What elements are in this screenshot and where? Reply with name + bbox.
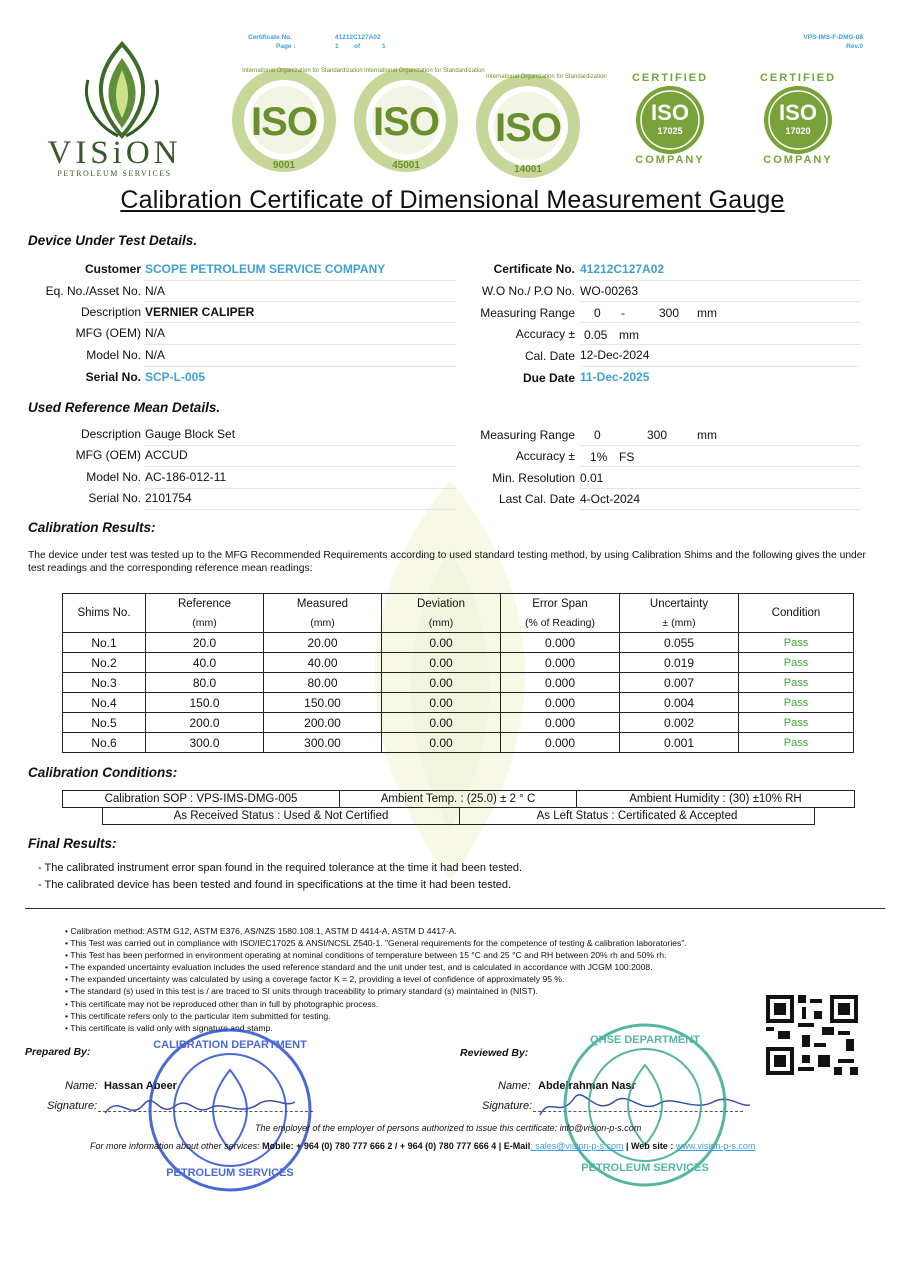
- cell-reference: 80.0: [146, 673, 264, 693]
- conditions-row-2: [102, 807, 815, 825]
- customer-value: SCOPE PETROLEUM SERVICE COMPANY: [145, 262, 386, 276]
- table-row: [63, 653, 854, 673]
- dut-heading: Device Under Test Details.: [28, 233, 198, 248]
- certified-17020-badge: [748, 70, 848, 170]
- revision: Rev.0: [846, 43, 863, 50]
- description-label: Description: [80, 305, 141, 319]
- table-unit-row: [63, 613, 854, 633]
- cell-deviation: 0.00: [382, 713, 501, 733]
- table-row: [63, 693, 854, 713]
- note-item: • This Test has been performed in environment operating at nominal conditions of temperature between 15 °C and 25 °C and RH between 20% rh and 50% rh.: [65, 950, 667, 961]
- footer-line-1: The employer of the employer of persons authorized to issue this certificate: info@vision-p-s.com: [255, 1123, 642, 1133]
- cell-error: 0.000: [501, 733, 620, 753]
- cell-shim: No.2: [63, 653, 146, 673]
- cell-deviation: 0.00: [382, 633, 501, 653]
- form-code: VPS-IMS-F-DMG-08: [803, 34, 863, 41]
- iso-45001-badge: [350, 68, 485, 174]
- reviewed-by-label: Reviewed By:: [460, 1047, 529, 1059]
- ref-resolution-label: Min. Resolution: [492, 471, 575, 485]
- iso-text: ISO: [373, 100, 439, 144]
- ref-range-unit: mm: [697, 428, 717, 442]
- certificate-value: 41212C127A02: [580, 262, 665, 276]
- model-value: N/A: [145, 348, 166, 362]
- certified-17025-badge: [620, 70, 720, 170]
- ambient-humidity: Ambient Humidity : (30) ±10% RH: [629, 793, 802, 805]
- ref-accuracy-unit: FS: [619, 450, 635, 464]
- col-deviation: Deviation: [382, 594, 501, 614]
- cert-no-label: Certificate No.: [248, 34, 293, 41]
- footer-prefix: For more information about other services:: [90, 1141, 263, 1151]
- due-date-value: 11-Dec-2025: [580, 370, 650, 384]
- certified-top-text: CERTIFIED: [759, 72, 837, 84]
- web-label: | Web site :: [623, 1141, 676, 1151]
- cell-error: 0.000: [501, 633, 620, 653]
- stamp-top-text: QHSE DEPARTMENT: [590, 1034, 700, 1046]
- calibration-sop: Calibration SOP : VPS-IMS-DMG-005: [63, 791, 340, 807]
- page-of: of: [354, 43, 361, 50]
- prepared-name-label: Name:: [65, 1080, 98, 1092]
- cell-condition: Pass: [739, 713, 854, 733]
- conditions-row-1: [62, 790, 855, 808]
- reviewed-name: Abdelrahman Nasr: [538, 1080, 636, 1092]
- note-item: • This certificate may not be reproduced other than in full by photographic process.: [65, 998, 379, 1009]
- stamp-bottom-text: PETROLEUM SERVICES: [166, 1167, 294, 1179]
- stamp-top-text: CALIBRATION DEPARTMENT: [153, 1039, 307, 1051]
- cell-condition: Pass: [739, 733, 854, 753]
- notes-list: [65, 925, 805, 1034]
- iso-45001-label: 45001: [392, 160, 420, 171]
- certified-bottom-text: COMPANY: [763, 154, 833, 166]
- cell-deviation: 0.00: [382, 653, 501, 673]
- cell-measured: 80.00: [264, 673, 382, 693]
- cell-uncertainty: 0.002: [620, 713, 739, 733]
- qr-code-icon: [766, 994, 858, 1076]
- note-item: • This certificate is valid only with signature and stamp.: [65, 1022, 273, 1033]
- note-item: • The expanded uncertainty evaluation includes the used reference standard and the unit under test, and is calculated in accordance with JCGM 100:2008.: [65, 962, 653, 973]
- logo-name: VISiON: [47, 135, 182, 171]
- cal-date-value: 12-Dec-2024: [580, 348, 650, 362]
- final-line-2: - The calibrated device has been tested and found in specifications at the time it had been tested.: [38, 879, 512, 891]
- due-date-label: Due Date: [522, 371, 575, 385]
- ref-accuracy-value: 1%: [590, 450, 608, 464]
- col-measured: Measured: [264, 594, 382, 614]
- iso-ring-text: International Organization for Standardization: [242, 68, 363, 74]
- cell-shim: No.6: [63, 733, 146, 753]
- final-line-1: - The calibrated instrument error span found in the required tolerance at the time it had been tested.: [38, 862, 523, 874]
- cell-uncertainty: 0.055: [620, 633, 739, 653]
- cell-measured: 150.00: [264, 693, 382, 713]
- ref-mfg-label: MFG (OEM): [75, 448, 141, 462]
- ref-serial-label: Serial No.: [88, 491, 141, 505]
- table-row: [63, 733, 854, 753]
- note-item: • The standard (s) used in this test is / are traced to SI units through traceability to primary standard (s) maintained in (NIST).: [65, 986, 538, 997]
- certified-bottom-text: COMPANY: [635, 154, 705, 166]
- range-from: 0: [594, 306, 601, 320]
- cell-uncertainty: 0.004: [620, 693, 739, 713]
- mfg-value: N/A: [145, 326, 166, 340]
- table-row: [63, 713, 854, 733]
- ref-resolution-value: 0.01: [580, 471, 604, 485]
- cell-shim: No.1: [63, 633, 146, 653]
- divider: [25, 908, 885, 909]
- note-item: • The expanded uncertainty was calculated by using a coverage factor K = 2, providing a level of confidence of approximately 95 %.: [65, 974, 565, 985]
- accuracy-unit: mm: [619, 328, 639, 342]
- ref-last-cal-value: 4-Oct-2024: [580, 492, 641, 506]
- reviewed-signature-label: Signature:: [482, 1100, 533, 1112]
- cell-reference: 300.0: [146, 733, 264, 753]
- ref-accuracy-label: Accuracy ±: [515, 449, 575, 463]
- ref-description-value: Gauge Block Set: [145, 427, 236, 441]
- cell-condition: Pass: [739, 653, 854, 673]
- iso-ring-text: International Organization for Standardization: [486, 74, 607, 80]
- customer-label: Customer: [84, 262, 141, 276]
- ref-last-cal-label: Last Cal. Date: [498, 492, 575, 506]
- results-heading: Calibration Results:: [28, 520, 156, 535]
- cell-measured: 40.00: [264, 653, 382, 673]
- as-received-status: As Received Status : Used & Not Certified: [103, 808, 460, 824]
- cell-shim: No.5: [63, 713, 146, 733]
- ref-serial-value: 2101754: [145, 491, 192, 505]
- range-sep: -: [621, 306, 625, 320]
- wo-label: W.O No./ P.O No.: [481, 284, 575, 298]
- reviewed-name-label: Name:: [498, 1080, 531, 1092]
- cell-reference: 150.0: [146, 693, 264, 713]
- certified-top-text: CERTIFIED: [631, 72, 709, 84]
- cell-reference: 200.0: [146, 713, 264, 733]
- ref-model-value: AC-186-012-11: [145, 470, 227, 484]
- stamp-bottom-text: PETROLEUM SERVICES: [581, 1162, 709, 1174]
- accuracy-value: 0.05: [584, 328, 608, 342]
- calibration-stamp: [145, 1025, 315, 1195]
- mobile-value: : + 964 (0) 780 777 666 2 / + 964 (0) 780 777 666 4 |: [290, 1141, 504, 1151]
- cell-deviation: 0.00: [382, 733, 501, 753]
- range-unit: mm: [697, 306, 717, 320]
- prepared-by-label: Prepared By:: [25, 1046, 91, 1058]
- unit-error: (% of Reading): [501, 613, 620, 633]
- iso-9001-badge: [228, 68, 363, 174]
- cell-condition: Pass: [739, 633, 854, 653]
- prepared-signature-label: Signature:: [47, 1100, 98, 1112]
- unit-measured: (mm): [264, 613, 382, 633]
- asset-label: Eq. No./Asset No.: [45, 284, 141, 298]
- range-label: Measuring Range: [480, 306, 575, 320]
- cell-condition: Pass: [739, 673, 854, 693]
- qhse-stamp: [560, 1020, 730, 1190]
- cell-shim: No.4: [63, 693, 146, 713]
- wo-value: WO-00263: [580, 284, 639, 298]
- note-item: • Calibration method: ASTM G12, ASTM E376, AS/NZS 1580.108.1, ASTM D 4414-A, ASTM D 4417-A.: [65, 926, 457, 936]
- cell-deviation: 0.00: [382, 673, 501, 693]
- cell-error: 0.000: [501, 653, 620, 673]
- cell-condition: Pass: [739, 693, 854, 713]
- accuracy-label: Accuracy ±: [515, 327, 575, 341]
- mobile-label: Mobile: [262, 1141, 291, 1151]
- iso-text: ISO: [651, 100, 689, 125]
- as-left-status: As Left Status : Certificated & Accepted: [536, 810, 738, 822]
- website-link[interactable]: www.vision-p-s.com: [675, 1141, 756, 1151]
- col-uncertainty: Uncertainty: [620, 594, 739, 614]
- ref-description-label: Description: [80, 427, 141, 441]
- ref-range-from: 0: [594, 428, 601, 442]
- email-label: E-Mail: [503, 1141, 531, 1151]
- cell-error: 0.000: [501, 673, 620, 693]
- col-shims: Shims No.: [63, 594, 146, 633]
- model-label: Model No.: [86, 348, 141, 362]
- cell-error: 0.000: [501, 693, 620, 713]
- unit-uncertainty: ± (mm): [620, 613, 739, 633]
- ref-range-to: 300: [647, 428, 668, 442]
- cal-date-label: Cal. Date: [524, 349, 575, 363]
- certificate-label: Certificate No.: [493, 262, 575, 276]
- cell-measured: 300.00: [264, 733, 382, 753]
- note-item: • This Test was carried out in compliance with ISO/IEC17025 & ANSI/NCSL Z540-1. "General requirements for the competence of testing & calibration laboratories".: [65, 938, 687, 949]
- logo-subtitle: PETROLEUM SERVICES: [57, 169, 172, 178]
- iso-text: ISO: [495, 106, 561, 150]
- conditions-heading: Calibration Conditions:: [28, 765, 178, 780]
- cell-shim: No.3: [63, 673, 146, 693]
- cell-error: 0.000: [501, 713, 620, 733]
- cell-uncertainty: 0.007: [620, 673, 739, 693]
- ref-mfg-value: ACCUD: [145, 448, 188, 462]
- company-logo-icon: [80, 40, 164, 140]
- iso-text: ISO: [251, 100, 317, 144]
- cell-measured: 20.00: [264, 633, 382, 653]
- cell-uncertainty: 0.019: [620, 653, 739, 673]
- footer-contact: [90, 1141, 755, 1151]
- cell-measured: 200.00: [264, 713, 382, 733]
- cell-deviation: 0.00: [382, 693, 501, 713]
- iso-ring-text: International Organization for Standardization: [364, 68, 485, 74]
- results-table: [62, 593, 854, 753]
- ref-model-label: Model No.: [86, 470, 141, 484]
- range-to: 300: [659, 306, 680, 320]
- asset-value: N/A: [145, 284, 166, 298]
- prepared-name: Hassan Abeer: [104, 1080, 177, 1092]
- page-title: Calibration Certificate of Dimensional Measurement Gauge: [120, 186, 785, 214]
- table-header-row: [63, 594, 854, 614]
- ref-heading: Used Reference Mean Details.: [28, 400, 221, 415]
- col-condition: Condition: [739, 594, 854, 633]
- email-link[interactable]: : sales@vision-p-s.com: [530, 1141, 624, 1151]
- table-row: [63, 673, 854, 693]
- unit-deviation: (mm): [382, 613, 501, 633]
- table-row: [63, 633, 854, 653]
- cert-no-header: 41212C127A02: [335, 34, 381, 41]
- page-total: 1: [382, 43, 386, 50]
- mfg-label: MFG (OEM): [75, 326, 141, 340]
- cell-reference: 20.0: [146, 633, 264, 653]
- serial-label: Serial No.: [85, 370, 141, 384]
- page-label: Page :: [276, 43, 296, 50]
- iso-14001-badge: [472, 74, 607, 180]
- results-intro: The device under test was tested up to the MFG Recommended Requirements according to used standard testing method, by using Calibration Shims and the following gives the under test readings and the corresponding reference mean readings:: [28, 550, 866, 574]
- serial-value: SCP-L-005: [145, 370, 206, 384]
- note-item: • This certificate refers only to the particular item submitted for testing.: [65, 1010, 331, 1021]
- page-number: 1: [335, 43, 339, 50]
- cell-reference: 40.0: [146, 653, 264, 673]
- certified-17020-label: 17020: [785, 126, 811, 136]
- iso-14001-label: 14001: [514, 164, 542, 175]
- unit-reference: (mm): [146, 613, 264, 633]
- iso-text: ISO: [779, 100, 817, 125]
- col-error: Error Span: [501, 594, 620, 614]
- iso-9001-label: 9001: [272, 160, 296, 171]
- certified-17025-label: 17025: [657, 126, 683, 136]
- description-value: VERNIER CALIPER: [145, 305, 255, 319]
- final-heading: Final Results:: [28, 836, 117, 851]
- ambient-temp: Ambient Temp. : (25.0) ± 2 ° C: [340, 791, 577, 807]
- ref-range-label: Measuring Range: [480, 428, 575, 442]
- cell-uncertainty: 0.001: [620, 733, 739, 753]
- col-reference: Reference: [146, 594, 264, 614]
